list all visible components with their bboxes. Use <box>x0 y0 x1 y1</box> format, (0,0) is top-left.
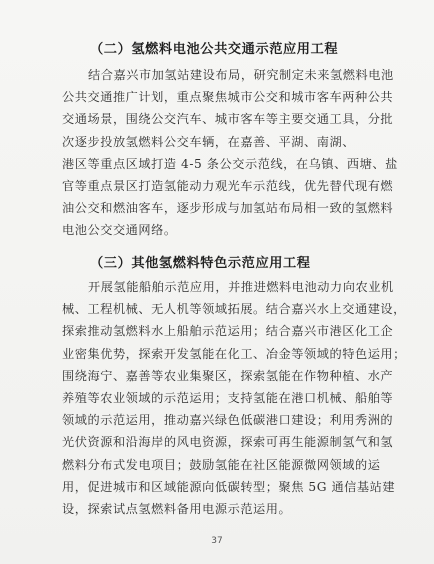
paragraph-line: 电池公交交通网络。 <box>62 223 177 238</box>
paragraph-public-transport <box>62 64 398 242</box>
paragraph-line: 港区等重点区域打造 4-5 条公交示范线，在乌镇、西塘、盐 <box>62 156 398 171</box>
paragraph-line: 围绕海宁、嘉善等农业集聚区，探索氢能在作物种植、水产 <box>62 368 394 383</box>
section-heading-hydrogen-public-transport: （二）氢燃料电池公共交通示范应用工程 <box>90 42 339 57</box>
paragraph-line: 械、工程机械、无人机等领域拓展。结合嘉兴水上交通建设， <box>62 302 406 317</box>
paragraph-line: 光伏资源和沿海岸的风电资源，探索可再生能源制氢气和氢 <box>62 435 394 450</box>
paragraph-line: 交通场景，围绕公交汽车、城市客车等主要交通工具，分批 <box>62 112 394 127</box>
paragraph-line: 次逐步投放氢燃料公交车辆，在嘉善、平湖、南湖、 <box>62 134 355 149</box>
paragraph-line: 领域的示范运用，推动嘉兴绿色低碳港口建设；利用秀洲的 <box>62 413 394 428</box>
paragraph-line: 燃料分布式发电项目；鼓励氢能在社区能源微网领域的运 <box>62 457 381 472</box>
section-heading-other-hydrogen-applications: （三）其他氢燃料特色示范应用工程 <box>90 256 311 271</box>
paragraph-line: 油公交和燃油客车，逐步形成与加氢站布局相一致的氢燃料 <box>62 201 394 216</box>
paragraph-line: 用，促进城市和区域能源向低碳转型；聚焦 5G 通信基站建 <box>62 479 396 494</box>
page-number: 37 <box>211 536 223 546</box>
paragraph-line: 开展氢能船舶示范应用，并推进燃料电池动力向农业机 <box>88 280 394 294</box>
paragraph-other-applications <box>62 276 406 520</box>
paragraph-line: 养殖等农业领域的示范运用；支持氢能在港口机械、船舶等 <box>62 390 394 405</box>
paragraph-line: 业密集优势，探索开发氢能在化工、冶金等领域的特色运用； <box>62 346 406 361</box>
paragraph-line: 公共交通推广计划，重点聚焦城市公交和城市客车两种公共 <box>62 90 394 105</box>
paragraph-line: 设，探索试点氢燃料备用电源示范运用。 <box>62 501 292 516</box>
paragraph-line: 官等重点景区打造氢能动力观光车示范线，优先替代现有燃 <box>62 178 394 193</box>
paragraph-line: 结合嘉兴市加氢站建设布局，研究制定未来氢燃料电池 <box>88 68 394 82</box>
paragraph-line: 探索推动氢燃料水上船舶示范运用；结合嘉兴市港区化工企 <box>62 324 394 339</box>
